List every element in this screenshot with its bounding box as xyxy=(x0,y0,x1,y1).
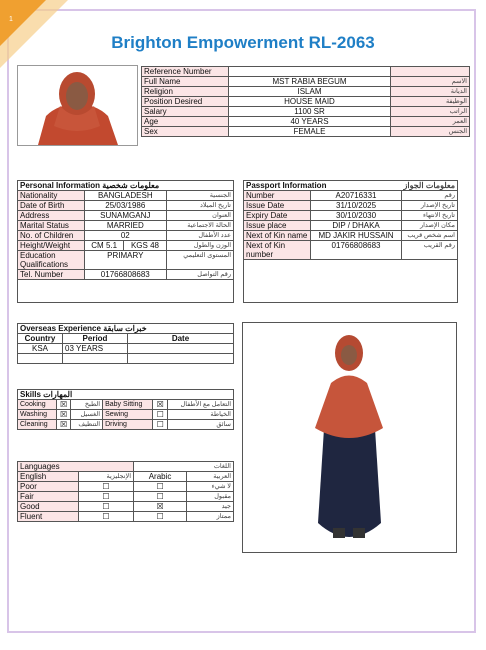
skill-ar: التنظيف xyxy=(71,420,103,430)
language-level-row xyxy=(18,512,234,522)
address-ar: العنوان xyxy=(166,211,233,221)
nationality-ar: الجنسية xyxy=(166,191,233,201)
language-level-row xyxy=(18,492,234,502)
top-info-label: Religion xyxy=(142,87,229,97)
top-info-row xyxy=(142,97,470,107)
top-info-label: Sex xyxy=(142,127,229,137)
top-info-value: 1100 SR xyxy=(229,107,391,117)
skill-checkbox[interactable]: ☒ xyxy=(56,410,70,420)
address-value: SUNAMGANJ xyxy=(85,211,167,221)
skill-ar: سائق xyxy=(167,420,233,430)
overseas-heading: Overseas Experience xyxy=(20,324,101,333)
page-title: Brighton Empowerment RL-2063 xyxy=(111,33,375,52)
kin-name-ar: اسم شخص قريب xyxy=(402,231,458,241)
kin-name-label: Next of Kin name xyxy=(244,231,311,241)
experience-row xyxy=(18,344,234,354)
top-info-value xyxy=(229,67,391,77)
expiry-date-label: Expiry Date xyxy=(244,211,311,221)
english-ar: الإنجليزية xyxy=(79,472,134,482)
languages-table xyxy=(17,461,234,522)
top-info-row xyxy=(142,67,470,77)
skill-label: Cooking xyxy=(18,400,57,410)
issue-date-label: Issue Date xyxy=(244,201,311,211)
education-value: PRIMARY xyxy=(85,251,167,270)
top-info-row xyxy=(142,107,470,117)
passport-info-table xyxy=(243,180,458,260)
top-info-ar: الديانة xyxy=(391,87,470,97)
personal-heading: Personal Information xyxy=(20,181,101,190)
languages-heading: Languages xyxy=(18,462,134,472)
skill-ar: الخياطة xyxy=(167,410,233,420)
education-ar: المستوى التعليمي xyxy=(166,251,233,270)
tel-label: Tel. Number xyxy=(18,270,85,280)
top-info-value: 40 YEARS xyxy=(229,117,391,127)
education-label: Education Qualifications xyxy=(18,251,85,270)
height-value: CM 5.1 xyxy=(85,241,124,251)
children-label: No. of Children xyxy=(18,231,85,241)
top-info-row xyxy=(142,117,470,127)
full-body-photo xyxy=(242,322,457,553)
experience-period: 03 YEARS xyxy=(63,344,128,354)
nationality-label: Nationality xyxy=(18,191,85,201)
kin-name-value: MD JAKIR HUSSAIN xyxy=(311,231,402,241)
skills-heading: Skills xyxy=(20,390,41,399)
skill-label: Sewing xyxy=(103,410,153,420)
overseas-experience-table xyxy=(17,323,234,364)
skill-checkbox[interactable]: ☒ xyxy=(56,420,70,430)
skill-ar: التعامل مع الأطفال xyxy=(167,400,233,410)
personal-heading-ar: معلومات شخصية xyxy=(102,181,160,190)
experience-date xyxy=(128,344,234,354)
dob-label: Date of Birth xyxy=(18,201,85,211)
skill-checkbox[interactable]: ☒ xyxy=(56,400,70,410)
passport-number-ar: رقم xyxy=(402,191,458,201)
skill-label: Cleaning xyxy=(18,420,57,430)
expiry-date-ar: تاريخ الانتهاء xyxy=(402,211,458,221)
col-country: Country xyxy=(18,334,63,344)
top-info-label: Position Desired xyxy=(142,97,229,107)
tel-value: 01766808683 xyxy=(85,270,167,280)
top-info-ar xyxy=(391,67,470,77)
top-info-value: HOUSE MAID xyxy=(229,97,391,107)
expiry-date-value: 30/10/2030 xyxy=(311,211,402,221)
language-level-ar: لا شيء xyxy=(187,482,234,492)
english-checkbox[interactable]: ☐ xyxy=(79,482,134,492)
skill-checkbox[interactable]: ☒ xyxy=(153,400,167,410)
passport-number-label: Number xyxy=(244,191,311,201)
top-info-value: MST RABIA BEGUM xyxy=(229,77,391,87)
nationality-value: BANGLADESH xyxy=(85,191,167,201)
passport-number-value: A20716331 xyxy=(311,191,402,201)
tel-ar: رقم التواصل xyxy=(166,270,233,280)
language-level-ar: ممتاز xyxy=(187,512,234,522)
skill-row xyxy=(18,400,234,410)
kin-number-ar: رقم القريب xyxy=(402,241,458,260)
issue-place-ar: مكان الإصدار xyxy=(402,221,458,231)
skill-ar: الطبخ xyxy=(71,400,103,410)
arabic-checkbox[interactable]: ☐ xyxy=(134,512,187,522)
address-label: Address xyxy=(18,211,85,221)
top-info-ar: الاسم xyxy=(391,77,470,87)
top-info-label: Full Name xyxy=(142,77,229,87)
weight-value: KGS 48 xyxy=(124,241,166,251)
language-level: Poor xyxy=(18,482,79,492)
language-level: Good xyxy=(18,502,79,512)
dob-value: 25/03/1986 xyxy=(85,201,167,211)
arabic-label: Arabic xyxy=(134,472,187,482)
skill-checkbox[interactable]: ☐ xyxy=(153,410,167,420)
language-level: Fair xyxy=(18,492,79,502)
top-info-ar: الراتب xyxy=(391,107,470,117)
experience-country: KSA xyxy=(18,344,63,354)
col-date: Date xyxy=(128,334,234,344)
arabic-checkbox[interactable]: ☒ xyxy=(134,502,187,512)
languages-heading-ar: اللغات xyxy=(134,462,234,472)
height-weight-label: Height/Weight xyxy=(18,241,85,251)
top-info-row xyxy=(142,87,470,97)
top-info-ar: الجنس xyxy=(391,127,470,137)
passport-heading-ar: معلومات الجواز xyxy=(402,181,458,191)
top-info-label: Reference Number xyxy=(142,67,229,77)
skills-table xyxy=(17,389,234,430)
issue-place-label: Issue place xyxy=(244,221,311,231)
passport-heading: Passport Information xyxy=(244,181,402,191)
issue-place-value: DIP / DHAKA xyxy=(311,221,402,231)
skill-row xyxy=(18,410,234,420)
page-number: 1 xyxy=(9,16,13,23)
skill-ar: الغسيل xyxy=(71,410,103,420)
kin-number-value: 01766808683 xyxy=(311,241,402,260)
arabic-checkbox[interactable]: ☐ xyxy=(134,492,187,502)
top-info-value: FEMALE xyxy=(229,127,391,137)
col-period: Period xyxy=(63,334,128,344)
skills-heading-ar: المهارات xyxy=(43,390,73,399)
personal-info-table xyxy=(17,180,234,280)
top-info-label: Age xyxy=(142,117,229,127)
skill-label: Washing xyxy=(18,410,57,420)
skill-row xyxy=(18,420,234,430)
language-level-ar: جيد xyxy=(187,502,234,512)
portrait-photo xyxy=(17,65,138,146)
issue-date-value: 31/10/2025 xyxy=(311,201,402,211)
english-checkbox[interactable]: ☐ xyxy=(79,502,134,512)
language-level: Fluent xyxy=(18,512,79,522)
children-value: 02 xyxy=(85,231,167,241)
overseas-heading-ar: خبرات سابقة xyxy=(103,324,147,333)
arabic-checkbox[interactable]: ☐ xyxy=(134,482,187,492)
top-info-label: Salary xyxy=(142,107,229,117)
issue-date-ar: تاريخ الإصدار xyxy=(402,201,458,211)
top-info-ar: الوظيفة xyxy=(391,97,470,107)
top-info-table xyxy=(141,66,470,137)
marital-label: Marital Status xyxy=(18,221,85,231)
marital-ar: الحالة الاجتماعية xyxy=(166,221,233,231)
kin-number-label: Next of Kin number xyxy=(244,241,311,260)
skill-checkbox[interactable]: ☐ xyxy=(153,420,167,430)
children-ar: عدد الأطفال xyxy=(166,231,233,241)
height-weight-ar: الوزن والطول xyxy=(166,241,233,251)
language-level-row xyxy=(18,482,234,492)
top-info-row xyxy=(142,77,470,87)
language-level-row xyxy=(18,502,234,512)
top-info-ar: العمر xyxy=(391,117,470,127)
skill-label: Driving xyxy=(103,420,153,430)
top-info-value: ISLAM xyxy=(229,87,391,97)
top-info-row xyxy=(142,127,470,137)
marital-value: MARRIED xyxy=(85,221,167,231)
arabic-ar: العربية xyxy=(187,472,234,482)
english-label: English xyxy=(18,472,79,482)
english-checkbox[interactable]: ☐ xyxy=(79,512,134,522)
skill-label: Baby Sitting xyxy=(103,400,153,410)
english-checkbox[interactable]: ☐ xyxy=(79,492,134,502)
dob-ar: تاريخ الميلاد xyxy=(166,201,233,211)
language-level-ar: مقبول xyxy=(187,492,234,502)
